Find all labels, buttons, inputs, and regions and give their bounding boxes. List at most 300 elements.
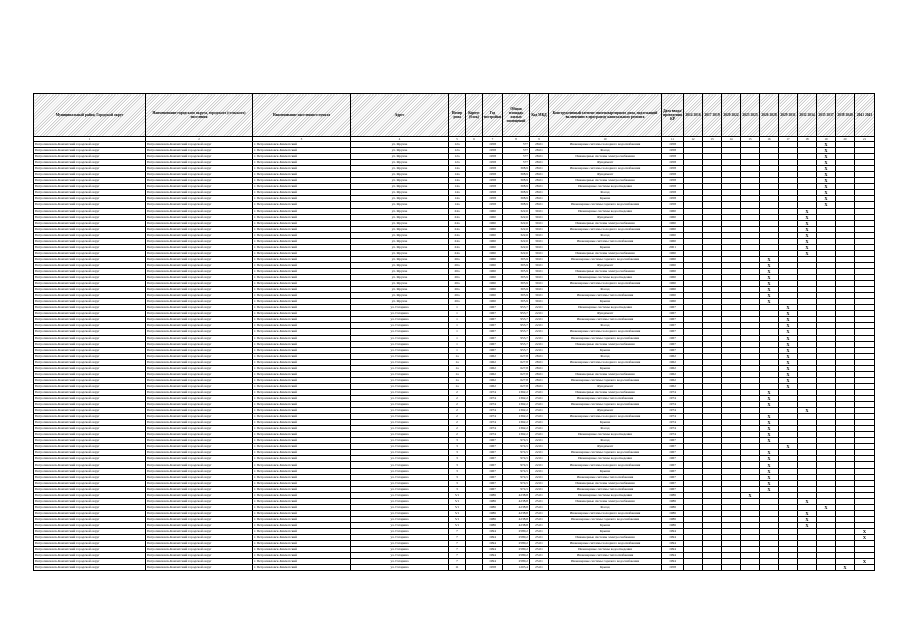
table-cell: 1960 bbox=[483, 281, 503, 287]
table-cell: 25.01 bbox=[530, 492, 549, 498]
table-cell: 30.01 bbox=[530, 256, 549, 262]
table-cell: Петропавловск-Камчатский городской округ bbox=[34, 529, 146, 535]
table-cell: Петропавловск-Камчатский городской округ bbox=[146, 148, 253, 154]
table-cell: Фундамент bbox=[549, 408, 662, 414]
table-cell: 1974 bbox=[483, 389, 503, 395]
table-cell: 30.01 bbox=[530, 293, 549, 299]
table-cell: 3 bbox=[449, 480, 466, 486]
table-cell: 1986 bbox=[662, 510, 684, 516]
column-header: 2026 2028 bbox=[760, 94, 779, 137]
table-cell: г. Петропавловск-Камчатский bbox=[253, 268, 351, 274]
table-cell: Инженерные системы теплоснабжения bbox=[549, 553, 662, 559]
table-cell: 1958 bbox=[662, 196, 684, 202]
table-cell: г. Петропавловск-Камчатский bbox=[253, 492, 351, 498]
table-cell: Инженерные системы горячего водоснабжения bbox=[549, 559, 662, 565]
table-cell: г. Петропавловск-Камчатский bbox=[253, 347, 351, 353]
table-cell: 1962 bbox=[662, 353, 684, 359]
table-cell: г. Петропавловск-Камчатский bbox=[253, 565, 351, 571]
table-cell: Петропавловск-Камчатский городской округ bbox=[146, 172, 253, 178]
table-cell: ул. Гагарина bbox=[351, 504, 449, 510]
table-cell: Инженерные системы электроснабжения bbox=[549, 498, 662, 504]
column-header: Муниципальный район, Городской округ bbox=[34, 94, 146, 137]
table-cell: 1967 bbox=[662, 480, 684, 486]
table-cell: 28.01 bbox=[530, 377, 549, 383]
table-cell: 22.01 bbox=[530, 305, 549, 311]
table-cell: 1994 bbox=[662, 535, 684, 541]
table-cell: Петропавловск-Камчатский городской округ bbox=[34, 535, 146, 541]
table-cell: ул. Фрунзе bbox=[351, 214, 449, 220]
table-cell: 305,9 bbox=[503, 299, 530, 305]
period-cell: X bbox=[760, 262, 779, 268]
table-cell: ул. Фрунзе bbox=[351, 281, 449, 287]
table-cell: Петропавловск-Камчатский городской округ bbox=[34, 510, 146, 516]
table-cell: 25.01 bbox=[530, 516, 549, 522]
table-cell: г. Петропавловск-Камчатский bbox=[253, 486, 351, 492]
table-cell: 1994 bbox=[483, 559, 503, 565]
table-cell: Петропавловск-Камчатский городской округ bbox=[146, 402, 253, 408]
table-cell: Петропавловск-Камчатский городской округ bbox=[146, 474, 253, 480]
table-cell: 1986 bbox=[662, 504, 684, 510]
table-cell: 2 bbox=[449, 389, 466, 395]
table-cell: Петропавловск-Камчатский городской округ bbox=[34, 420, 146, 426]
table-cell: 1967 bbox=[483, 456, 503, 462]
table-cell: г. Петропавловск-Камчатский bbox=[253, 232, 351, 238]
table-cell: 5/1 bbox=[449, 522, 466, 528]
table-cell: 4238,8 bbox=[503, 498, 530, 504]
table-cell: Петропавловск-Камчатский городской округ bbox=[146, 547, 253, 553]
period-cell: X bbox=[779, 359, 798, 365]
table-cell: г. Петропавловск-Камчатский bbox=[253, 160, 351, 166]
column-header: Общая площадь жилых помещений bbox=[503, 94, 530, 137]
table-cell: 1967 bbox=[483, 462, 503, 468]
table-cell: 1974 bbox=[483, 408, 503, 414]
table-cell: Инженерные системы электроснабжения bbox=[549, 268, 662, 274]
table-cell: Петропавловск-Камчатский городской округ bbox=[34, 178, 146, 184]
table-cell: 1958 bbox=[483, 160, 503, 166]
table-cell: 22.01 bbox=[530, 311, 549, 317]
table-cell: ул. Гагарина bbox=[351, 522, 449, 528]
table-cell: 7 bbox=[449, 529, 466, 535]
table-cell: 322,6 bbox=[503, 250, 530, 256]
table-cell: 2580,2 bbox=[503, 547, 530, 553]
table-cell: 1 bbox=[449, 329, 466, 335]
table-cell: 1958 bbox=[483, 190, 503, 196]
table-cell: Петропавловск-Камчатский городской округ bbox=[34, 166, 146, 172]
table-cell: 1362,2 bbox=[503, 432, 530, 438]
table-cell: Инженерные системы горячего водоснабжения bbox=[549, 450, 662, 456]
table-cell: 1 bbox=[449, 341, 466, 347]
period-cell: X bbox=[760, 426, 779, 432]
table-cell: Крыша bbox=[549, 529, 662, 535]
table-cell: ул. Фрунзе bbox=[351, 202, 449, 208]
period-cell: X bbox=[760, 268, 779, 274]
table-cell: 1а bbox=[449, 365, 466, 371]
table-cell: 627,8 bbox=[503, 353, 530, 359]
table-cell: 22.01 bbox=[530, 450, 549, 456]
table-cell: Петропавловск-Камчатский городской округ bbox=[146, 202, 253, 208]
table-cell: 28.01 bbox=[530, 142, 549, 148]
table-cell: Петропавловск-Камчатский городской округ bbox=[34, 492, 146, 498]
column-header: Адрес bbox=[351, 94, 449, 137]
period-cell: X bbox=[779, 305, 798, 311]
period-cell: X bbox=[798, 250, 817, 256]
table-cell: Петропавловск-Камчатский городской округ bbox=[146, 559, 253, 565]
period-cell: X bbox=[779, 371, 798, 377]
table-cell: Петропавловск-Камчатский городской округ bbox=[34, 148, 146, 154]
table-cell: 3 bbox=[449, 438, 466, 444]
table-cell: г. Петропавловск-Камчатский bbox=[253, 383, 351, 389]
table-cell: г. Петропавловск-Камчатский bbox=[253, 299, 351, 305]
table-cell: Петропавловск-Камчатский городской округ bbox=[34, 389, 146, 395]
table-cell: 1958 bbox=[662, 202, 684, 208]
table-cell: Петропавловск-Камчатский городской округ bbox=[34, 456, 146, 462]
table-cell: г. Петропавловск-Камчатский bbox=[253, 522, 351, 528]
table-cell: г. Петропавловск-Камчатский bbox=[253, 256, 351, 262]
table-cell: Петропавловск-Камчатский городской округ bbox=[146, 311, 253, 317]
table-cell: 28.01 bbox=[530, 383, 549, 389]
table-cell: Петропавловск-Камчатский городской округ bbox=[34, 353, 146, 359]
table-cell: г. Петропавловск-Камчатский bbox=[253, 202, 351, 208]
table-cell: 1967 bbox=[483, 468, 503, 474]
table-cell: Петропавловск-Камчатский городской округ bbox=[34, 268, 146, 274]
table-cell: г. Петропавловск-Камчатский bbox=[253, 510, 351, 516]
table-cell: Крыша bbox=[549, 244, 662, 250]
table-cell: Петропавловск-Камчатский городской округ bbox=[146, 178, 253, 184]
table-cell: Петропавловск-Камчатский городской округ bbox=[34, 402, 146, 408]
table-cell: 30.01 bbox=[530, 262, 549, 268]
table-cell: 1967 bbox=[662, 347, 684, 353]
period-cell: X bbox=[855, 529, 875, 535]
column-number: 2 bbox=[146, 137, 253, 142]
table-cell: 1а bbox=[449, 371, 466, 377]
table-cell: 28.01 bbox=[530, 365, 549, 371]
table-cell: Петропавловск-Камчатский городской округ bbox=[34, 226, 146, 232]
table-cell: 5/1 bbox=[449, 498, 466, 504]
table-cell: 2 bbox=[449, 426, 466, 432]
table-cell: Петропавловск-Камчатский городской округ bbox=[34, 365, 146, 371]
table-cell: Петропавловск-Камчатский городской округ bbox=[34, 190, 146, 196]
table-cell: 28.01 bbox=[530, 154, 549, 160]
table-cell: Петропавловск-Камчатский городской округ bbox=[146, 329, 253, 335]
table-cell: 1958 bbox=[662, 142, 684, 148]
table-cell: 953,7 bbox=[503, 329, 530, 335]
table-cell: Крыша bbox=[549, 347, 662, 353]
table-cell: Фасад bbox=[549, 287, 662, 293]
table-cell: 577 bbox=[503, 160, 530, 166]
table-cell: ул. Фрунзе bbox=[351, 196, 449, 202]
table-cell: 577 bbox=[503, 148, 530, 154]
table-cell: 1974 bbox=[483, 420, 503, 426]
table-cell: Фасад bbox=[549, 323, 662, 329]
table-cell: 305,9 bbox=[503, 293, 530, 299]
table-cell: Петропавловск-Камчатский городской округ bbox=[34, 154, 146, 160]
table-cell: Петропавловск-Камчатский городской округ bbox=[146, 268, 253, 274]
table-cell: г. Петропавловск-Камчатский bbox=[253, 462, 351, 468]
table-cell: 28.01 bbox=[530, 148, 549, 154]
column-number: 3 bbox=[253, 137, 351, 142]
table-cell: г. Петропавловск-Камчатский bbox=[253, 196, 351, 202]
table-cell: Петропавловск-Камчатский городской округ bbox=[146, 226, 253, 232]
period-cell: X bbox=[760, 275, 779, 281]
period-cell: X bbox=[779, 353, 798, 359]
period-cell bbox=[760, 565, 779, 571]
table-cell: ул. Фрунзе bbox=[351, 275, 449, 281]
table-cell: 1967 bbox=[662, 474, 684, 480]
table-cell: Петропавловск-Камчатский городской округ bbox=[146, 281, 253, 287]
table-cell: Петропавловск-Камчатский городской округ bbox=[34, 341, 146, 347]
table-cell: 22.01 bbox=[530, 335, 549, 341]
table-cell: 1994 bbox=[662, 553, 684, 559]
table-cell: 1986 bbox=[483, 504, 503, 510]
table-cell: Петропавловск-Камчатский городской округ bbox=[146, 341, 253, 347]
period-cell: X bbox=[760, 462, 779, 468]
table-cell: 1994 bbox=[483, 553, 503, 559]
table-cell: 1960 bbox=[662, 262, 684, 268]
table-cell: 1967 bbox=[483, 480, 503, 486]
table-cell: 22.01 bbox=[530, 323, 549, 329]
table-cell: г. Петропавловск-Камчатский bbox=[253, 220, 351, 226]
column-header: 2029 2031 bbox=[779, 94, 798, 137]
table-cell: Инженерные системы электроснабжения bbox=[549, 371, 662, 377]
table-cell: 30.01 bbox=[530, 214, 549, 220]
table-cell: 1958 bbox=[662, 565, 684, 571]
table-cell: 2 bbox=[449, 414, 466, 420]
table-cell: 23.01 bbox=[530, 426, 549, 432]
table-cell: Инженерные системы водоотведения bbox=[549, 184, 662, 190]
table-cell: Инженерные системы горячего водоснабжения bbox=[549, 335, 662, 341]
table-cell: г. Петропавловск-Камчатский bbox=[253, 341, 351, 347]
table-cell: 322,6 bbox=[503, 244, 530, 250]
table-cell: Петропавловск-Камчатский городской округ bbox=[34, 208, 146, 214]
table-cell: 26а bbox=[449, 256, 466, 262]
table-cell: 974,5 bbox=[503, 444, 530, 450]
table-cell: Петропавловск-Камчатский городской округ bbox=[146, 166, 253, 172]
table-cell: 1 bbox=[449, 335, 466, 341]
table-cell: 1958 bbox=[662, 190, 684, 196]
table-cell: Петропавловск-Камчатский городской округ bbox=[146, 389, 253, 395]
table-cell: Петропавловск-Камчатский городской округ bbox=[34, 238, 146, 244]
table-cell: 1994 bbox=[483, 535, 503, 541]
table-cell: ул. Фрунзе bbox=[351, 256, 449, 262]
table-cell: 1967 bbox=[483, 474, 503, 480]
table-cell: 1960 bbox=[483, 287, 503, 293]
period-cell: X bbox=[817, 178, 836, 184]
table-cell: 322,6 bbox=[503, 238, 530, 244]
column-number: 17 bbox=[779, 137, 798, 142]
period-cell: X bbox=[779, 347, 798, 353]
table-cell: ул. Фрунзе bbox=[351, 148, 449, 154]
table-cell: Инженерные системы холодного водоснабжения bbox=[549, 541, 662, 547]
table-cell: 1958 bbox=[483, 178, 503, 184]
period-cell: X bbox=[817, 148, 836, 154]
table-cell: 25.01 bbox=[530, 565, 549, 571]
table-cell: 25.01 bbox=[530, 541, 549, 547]
table-cell: г. Петропавловск-Камчатский bbox=[253, 262, 351, 268]
table-cell: г. Петропавловск-Камчатский bbox=[253, 184, 351, 190]
table-cell: 1967 bbox=[662, 323, 684, 329]
table-cell: Петропавловск-Камчатский городской округ bbox=[146, 529, 253, 535]
table-cell: г. Петропавловск-Камчатский bbox=[253, 529, 351, 535]
column-header: Наименование городского округа, городского (сельского) поселения bbox=[146, 94, 253, 137]
table-cell: ул. Гагарина bbox=[351, 389, 449, 395]
column-header: Конструктивный элемент многоквартирного дома, подлежащий включению в программу капитального ремонта bbox=[549, 94, 662, 137]
table-cell: Петропавловск-Камчатский городской округ bbox=[34, 450, 146, 456]
table-cell: Инженерные системы горячего водоснабжения bbox=[549, 202, 662, 208]
table-cell: ул. Гагарина bbox=[351, 341, 449, 347]
table-cell: 26а bbox=[449, 287, 466, 293]
table-cell: Петропавловск-Камчатский городской округ bbox=[34, 383, 146, 389]
table-cell: 1960 bbox=[483, 208, 503, 214]
table-cell: 25.01 bbox=[530, 510, 549, 516]
table-cell: г. Петропавловск-Камчатский bbox=[253, 438, 351, 444]
table-cell: Инженерные системы водоотведения bbox=[549, 456, 662, 462]
table-cell: Петропавловск-Камчатский городской округ bbox=[146, 504, 253, 510]
table-cell: г. Петропавловск-Камчатский bbox=[253, 281, 351, 287]
table-cell: Петропавловск-Камчатский городской округ bbox=[146, 371, 253, 377]
table-cell: г. Петропавловск-Камчатский bbox=[253, 553, 351, 559]
table-cell: ул. Гагарина bbox=[351, 383, 449, 389]
table-cell: Петропавловск-Камчатский городской округ bbox=[146, 299, 253, 305]
column-number: 9 bbox=[530, 137, 549, 142]
table-cell: Фасад bbox=[549, 504, 662, 510]
table-cell: ул. Фрунзе bbox=[351, 262, 449, 268]
table-cell: ул. Гагарина bbox=[351, 335, 449, 341]
table-cell: Петропавловск-Камчатский городской округ bbox=[146, 541, 253, 547]
table-cell: Петропавловск-Камчатский городской округ bbox=[146, 287, 253, 293]
table-cell: Петропавловск-Камчатский городской округ bbox=[34, 547, 146, 553]
column-header: 2041 2043 bbox=[855, 94, 875, 137]
table-cell: Петропавловск-Камчатский городской округ bbox=[34, 480, 146, 486]
table-cell: 1967 bbox=[483, 317, 503, 323]
table-cell: г. Петропавловск-Камчатский bbox=[253, 178, 351, 184]
table-cell: 308,9 bbox=[503, 166, 530, 172]
period-cell bbox=[703, 565, 722, 571]
table-cell: 308,9 bbox=[503, 172, 530, 178]
table-cell: 28.01 bbox=[530, 359, 549, 365]
period-cell: X bbox=[760, 402, 779, 408]
table-cell: ул. Гагарина bbox=[351, 317, 449, 323]
table-cell: Инженерные системы холодного водоснабжения bbox=[549, 510, 662, 516]
column-number: 21 bbox=[855, 137, 875, 142]
table-cell: Петропавловск-Камчатский городской округ bbox=[34, 305, 146, 311]
table-cell: ул. Фрунзе bbox=[351, 142, 449, 148]
table-cell: 4238,8 bbox=[503, 504, 530, 510]
period-cell: X bbox=[817, 154, 836, 160]
table-body bbox=[34, 137, 875, 571]
table-cell: 23.01 bbox=[530, 414, 549, 420]
table-cell: Петропавловск-Камчатский городской округ bbox=[34, 142, 146, 148]
table-cell: 28.01 bbox=[530, 371, 549, 377]
table-cell: 1962 bbox=[662, 383, 684, 389]
table-cell: 2580,2 bbox=[503, 529, 530, 535]
table-cell: г. Петропавловск-Камчатский bbox=[253, 226, 351, 232]
table-cell: г. Петропавловск-Камчатский bbox=[253, 432, 351, 438]
table-cell: ул. Фрунзе bbox=[351, 268, 449, 274]
table-cell: 1974 bbox=[483, 432, 503, 438]
table-cell: 1960 bbox=[662, 226, 684, 232]
table-cell: ул. Гагарина bbox=[351, 377, 449, 383]
table-cell: Петропавловск-Камчатский городской округ bbox=[34, 444, 146, 450]
table-cell: Инженерные системы холодного водоснабжения bbox=[549, 142, 662, 148]
table-cell: 1362,2 bbox=[503, 408, 530, 414]
table-cell: ул. Фрунзе bbox=[351, 154, 449, 160]
table-cell: Петропавловск-Камчатский городской округ bbox=[146, 142, 253, 148]
table-cell: 974,5 bbox=[503, 438, 530, 444]
table-cell: 627,8 bbox=[503, 371, 530, 377]
table-cell: 23.01 bbox=[530, 402, 549, 408]
period-cell: X bbox=[760, 281, 779, 287]
table-cell: 1362,2 bbox=[503, 414, 530, 420]
table-cell: 627,8 bbox=[503, 359, 530, 365]
table-cell: 974,5 bbox=[503, 480, 530, 486]
table-cell: 23.01 bbox=[530, 408, 549, 414]
table-cell: 1958 bbox=[662, 172, 684, 178]
table-cell: Петропавловск-Камчатский городской округ bbox=[146, 462, 253, 468]
table-cell: 953,7 bbox=[503, 323, 530, 329]
table-cell: 22.01 bbox=[530, 329, 549, 335]
column-header: 2032 2034 bbox=[798, 94, 817, 137]
table-cell: Петропавловск-Камчатский городской округ bbox=[146, 408, 253, 414]
table-cell: 308,9 bbox=[503, 190, 530, 196]
table-cell: ул. Гагарина bbox=[351, 541, 449, 547]
table-cell: Петропавловск-Камчатский городской округ bbox=[146, 395, 253, 401]
table-cell: Петропавловск-Камчатский городской округ bbox=[146, 432, 253, 438]
table-cell: ул. Гагарина bbox=[351, 529, 449, 535]
table-cell: Петропавловск-Камчатский городской округ bbox=[146, 426, 253, 432]
table-cell: 24а bbox=[449, 208, 466, 214]
table-cell: 12а bbox=[449, 154, 466, 160]
table-cell: 322,6 bbox=[503, 232, 530, 238]
table-cell: Петропавловск-Камчатский городской округ bbox=[146, 250, 253, 256]
table-cell: г. Петропавловск-Камчатский bbox=[253, 541, 351, 547]
table-cell: 30.01 bbox=[530, 275, 549, 281]
table-cell: г. Петропавловск-Камчатский bbox=[253, 190, 351, 196]
column-header: 2035 2037 bbox=[817, 94, 836, 137]
table-cell: 1986 bbox=[483, 510, 503, 516]
table-cell: Петропавловск-Камчатский городской округ bbox=[146, 468, 253, 474]
table-cell: Петропавловск-Камчатский городской округ bbox=[34, 371, 146, 377]
table-cell: 1962 bbox=[662, 371, 684, 377]
column-number: 12 bbox=[684, 137, 703, 142]
table-cell: 1986 bbox=[662, 522, 684, 528]
table-cell: г. Петропавловск-Камчатский bbox=[253, 420, 351, 426]
table-cell: 308,9 bbox=[503, 184, 530, 190]
table-cell: ул. Гагарина bbox=[351, 420, 449, 426]
table-cell: 322,6 bbox=[503, 214, 530, 220]
table-cell: ул. Гагарина bbox=[351, 450, 449, 456]
table-cell: 1 bbox=[449, 323, 466, 329]
table-cell: г. Петропавловск-Камчатский bbox=[253, 559, 351, 565]
period-cell: X bbox=[779, 444, 798, 450]
table-cell: 1967 bbox=[662, 438, 684, 444]
period-cell: X bbox=[779, 377, 798, 383]
table-cell: 14а bbox=[449, 196, 466, 202]
table-cell: ул. Гагарина bbox=[351, 486, 449, 492]
table-cell: Петропавловск-Камчатский городской округ bbox=[34, 244, 146, 250]
table-cell: 23.01 bbox=[530, 395, 549, 401]
period-cell: X bbox=[798, 408, 817, 414]
table-cell: 28.01 bbox=[530, 184, 549, 190]
table-cell: Петропавловск-Камчатский городской округ bbox=[34, 220, 146, 226]
table-cell: Петропавловск-Камчатский городской округ bbox=[146, 244, 253, 250]
table-cell: ул. Гагарина bbox=[351, 311, 449, 317]
table-cell: Инженерные системы водоотведения bbox=[549, 492, 662, 498]
table-cell: Петропавловск-Камчатский городской округ bbox=[146, 184, 253, 190]
table-cell: Инженерные системы теплоснабжения bbox=[549, 317, 662, 323]
table-cell: ул. Гагарина bbox=[351, 535, 449, 541]
table-cell: Петропавловск-Камчатский городской округ bbox=[34, 498, 146, 504]
table-cell: Петропавловск-Камчатский городской округ bbox=[34, 522, 146, 528]
